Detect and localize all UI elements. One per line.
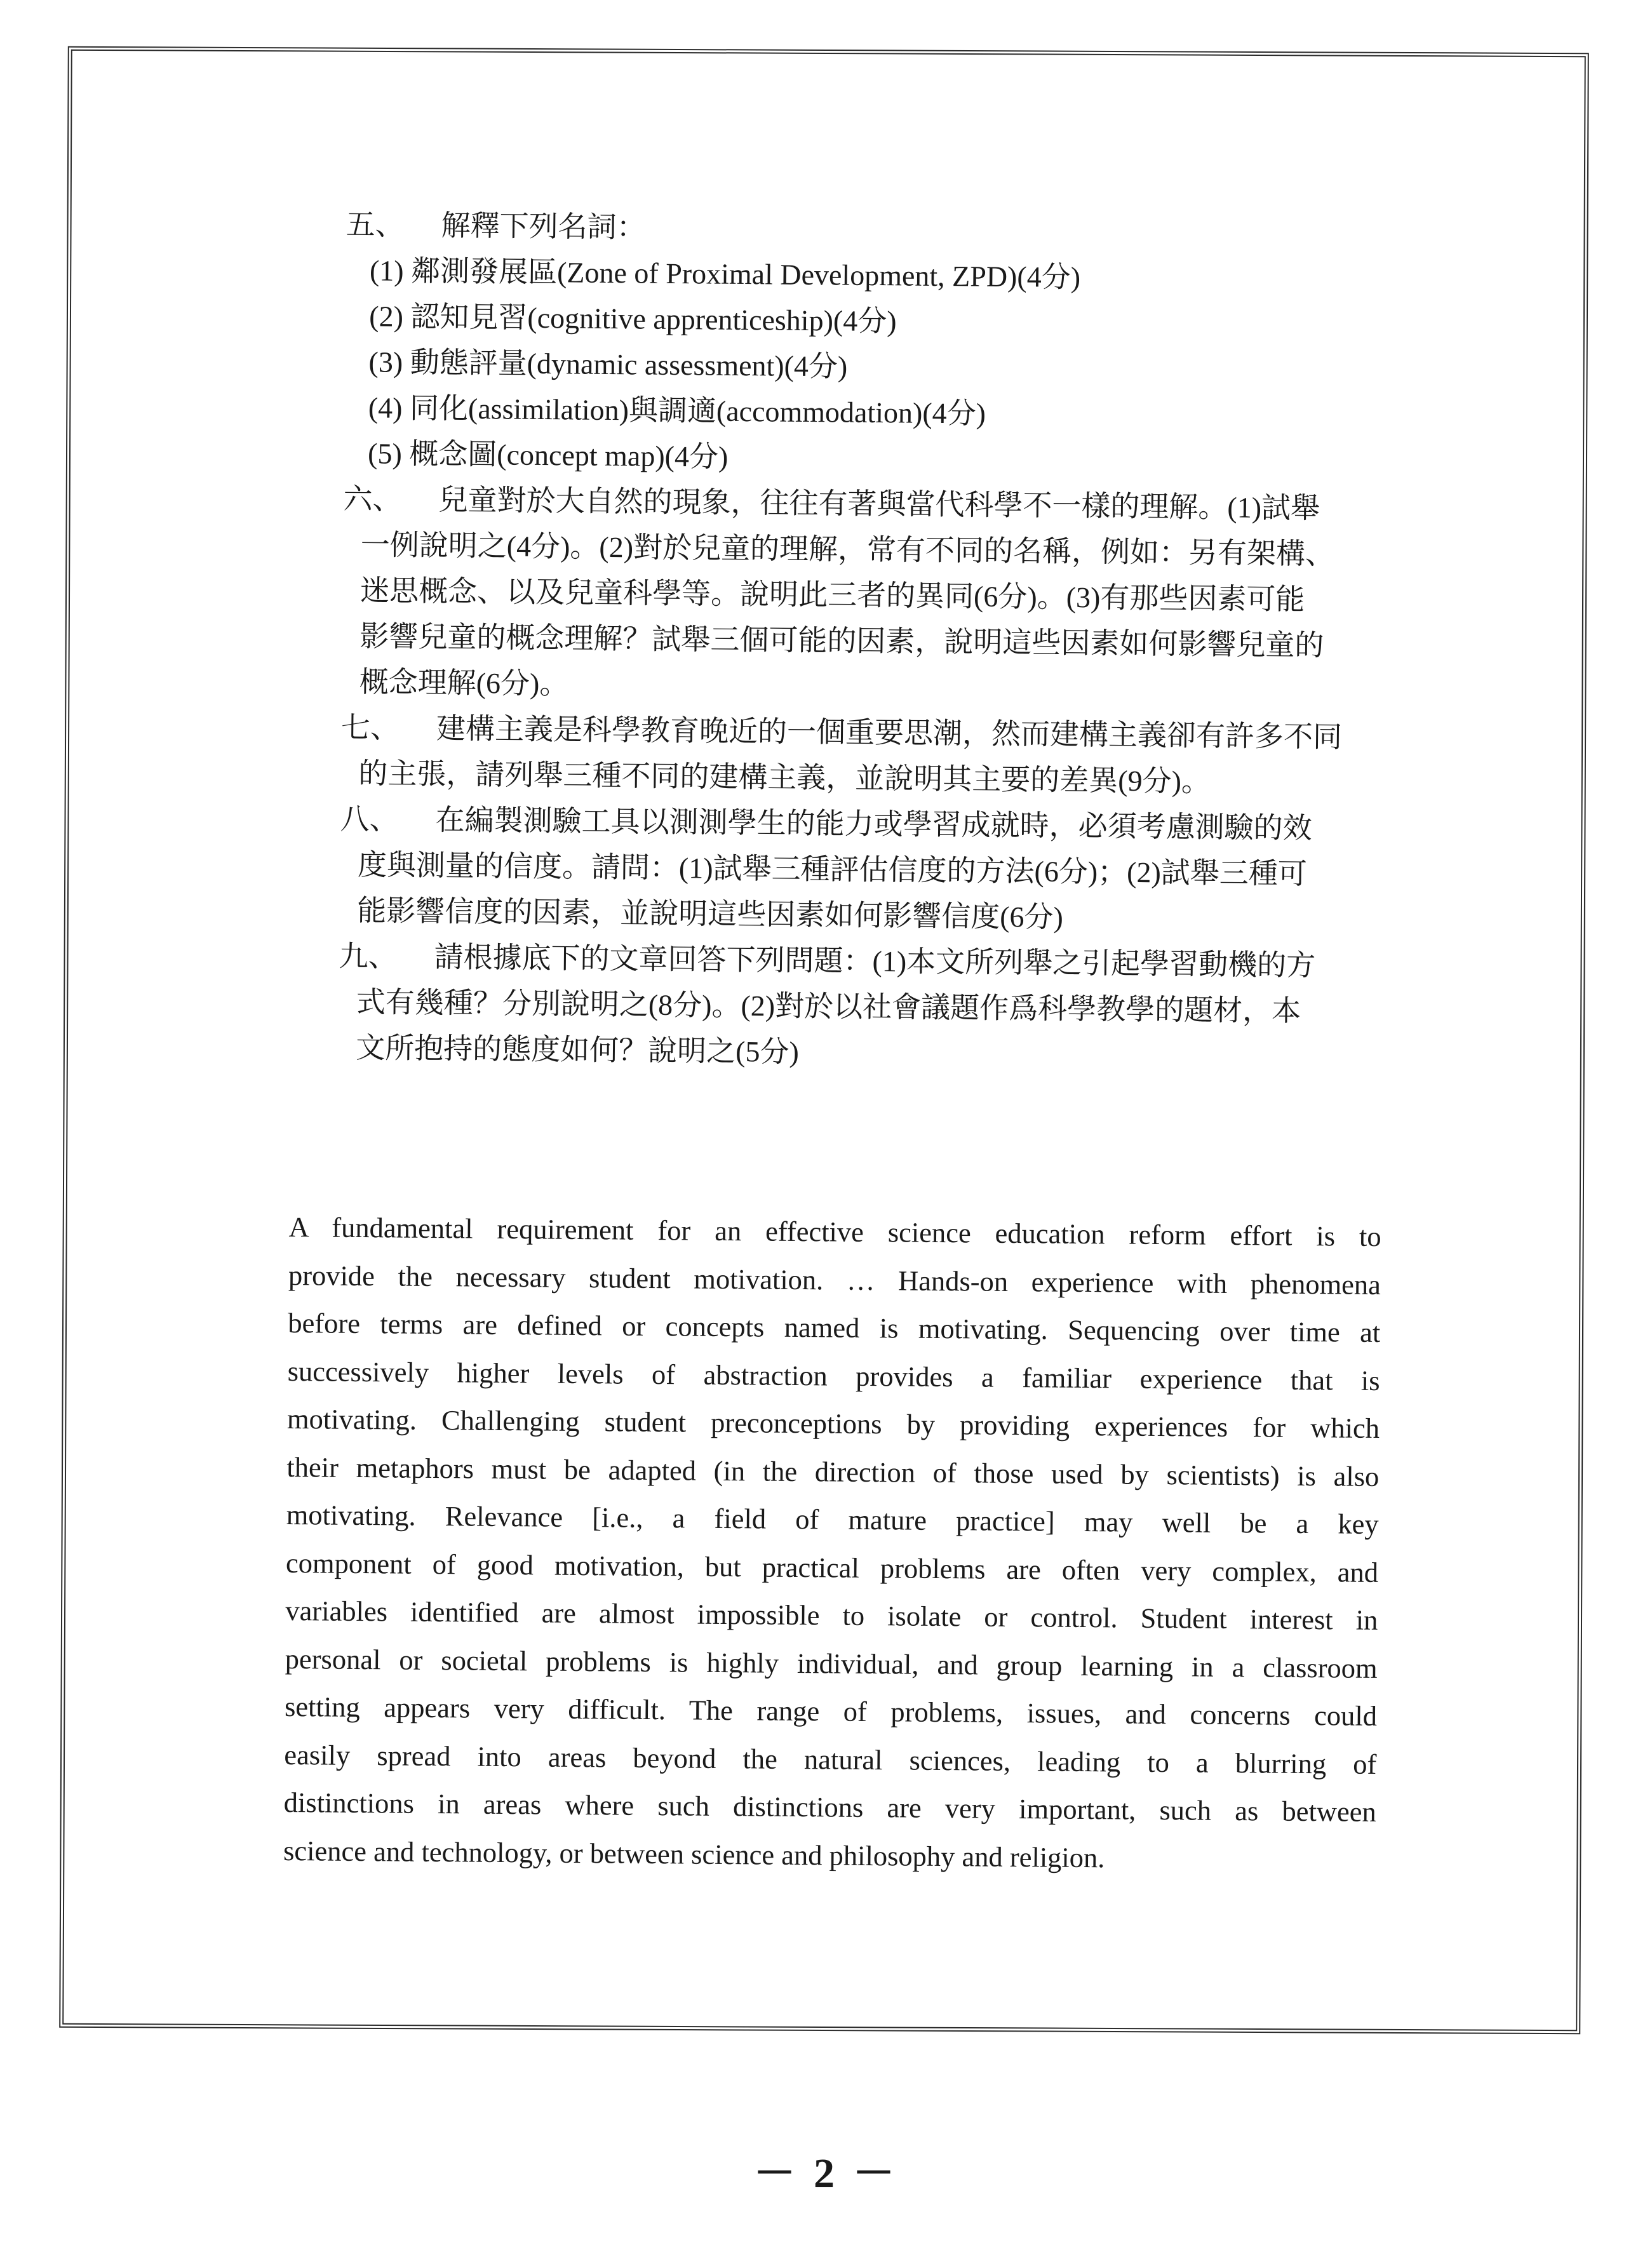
question-7-line: 的主張，請列舉三種不同的建構主義，並說明其主要的差異(9分)。 bbox=[358, 757, 1211, 798]
passage-line: motivating. Challenging student preconceptions by providing experiences for which bbox=[286, 1402, 1380, 1444]
question-8-text: 在編製測驗工具以測測學生的能力或學習成就時，必須考慮測驗的效 bbox=[435, 803, 1312, 845]
passage-line: their metaphors must be adapted (in the direction of those used by scientists) is also bbox=[286, 1451, 1380, 1492]
term-item: (3) 動態評量(dynamic assessment)(4分) bbox=[368, 345, 848, 383]
question-9-number: 九、 bbox=[339, 939, 398, 973]
passage-line: personal or societal problems is highly individual, and group learning in a classroom bbox=[285, 1642, 1378, 1684]
question-5-title: 解釋下列名詞： bbox=[441, 209, 646, 244]
term-item: (1) 鄰測發展區(Zone of Proximal Development, ZPD)(4分) bbox=[369, 254, 1081, 294]
question-6-line: 概念理解(6分)。 bbox=[359, 666, 569, 700]
question-9 bbox=[338, 934, 1419, 1081]
question-5-number: 五、 bbox=[346, 208, 405, 241]
passage-line: easily spread into areas beyond the natural sciences, leading to a blurring of bbox=[284, 1738, 1377, 1780]
question-7 bbox=[340, 705, 1421, 807]
question-5 bbox=[344, 202, 1426, 486]
question-8 bbox=[339, 796, 1420, 944]
question-6-text: 兒童對於大自然的現象，往往有著與當代科學不一樣的理解。(1)試舉 bbox=[438, 483, 1320, 525]
passage-line: A fundamental requirement for an effective science education reform effort is to bbox=[288, 1210, 1381, 1253]
passage-line: setting appears very difficult. The range of problems, issues, and concerns could bbox=[284, 1690, 1378, 1732]
question-7-text: 建構主義是科學教育晚近的一個重要思潮，然而建構主義卻有許多不同 bbox=[436, 712, 1343, 754]
passage-line: motivating. Relevance [i.e., a field of mature practice] may well be a key bbox=[286, 1498, 1379, 1540]
question-6-line: 影響兒童的概念理解？試舉三個可能的因素，說明這些因素如何影響兒童的 bbox=[359, 620, 1324, 662]
passage-line: component of good motivation, but practical problems are often very complex, and bbox=[285, 1546, 1379, 1588]
passage-line: successively higher levels of abstraction provides a familiar experience that is bbox=[287, 1355, 1380, 1397]
reading-passage bbox=[283, 1203, 1381, 1884]
question-5-term-list bbox=[344, 248, 1425, 486]
question-8-line: 度與測量的信度。請問：(1)試舉三種評估信度的方法(6分)；(2)試舉三種可 bbox=[357, 848, 1308, 890]
exam-questions bbox=[338, 202, 1426, 1081]
question-9-line: 文所抱持的態度如何？說明之(5分) bbox=[355, 1031, 800, 1068]
question-6 bbox=[341, 476, 1423, 715]
question-6-line: 迷思概念、以及兒童科學等。說明此三者的異同(6分)。(3)有那些因素可能 bbox=[359, 574, 1305, 616]
passage-line: before terms are defined or concepts named is motivating. Sequencing over time at bbox=[288, 1306, 1381, 1349]
term-item: (4) 同化(assimilation)與調適(accommodation)(4分) bbox=[368, 391, 986, 430]
question-9-text: 請根據底下的文章回答下列問題：(1)本文所列舉之引起學習動機的方 bbox=[434, 941, 1316, 982]
question-7-number: 七、 bbox=[340, 711, 400, 744]
passage-line: variables identified are almost impossible to isolate or control. Student interest in bbox=[285, 1594, 1378, 1636]
question-8-number: 八、 bbox=[340, 802, 399, 836]
question-6-number: 六、 bbox=[343, 482, 402, 516]
term-item: (5) 概念圖(concept map)(4分) bbox=[367, 437, 729, 473]
question-6-line: 一例說明之(4分)。(2)對於兒童的理解，常有不同的名稱，例如：另有架構、 bbox=[360, 528, 1335, 570]
passage-line: science and technology, or between science and philosophy and religion. bbox=[283, 1834, 1105, 1873]
passage-line: distinctions in areas where such distinctions are very important, such as between bbox=[283, 1786, 1376, 1828]
page-number: － 2 － bbox=[753, 2150, 899, 2197]
question-8-line: 能影響信度的因素，並說明這些因素如何影響信度(6分) bbox=[357, 894, 1064, 934]
term-item: (2) 認知見習(cognitive apprenticeship)(4分) bbox=[369, 300, 897, 338]
question-9-line: 式有幾種？分別說明之(8分)。(2)對於以社會議題作爲科學教學的題材，本 bbox=[356, 986, 1301, 1028]
passage-line: provide the necessary student motivation. … Hands-on experience with phenomena bbox=[288, 1259, 1381, 1301]
